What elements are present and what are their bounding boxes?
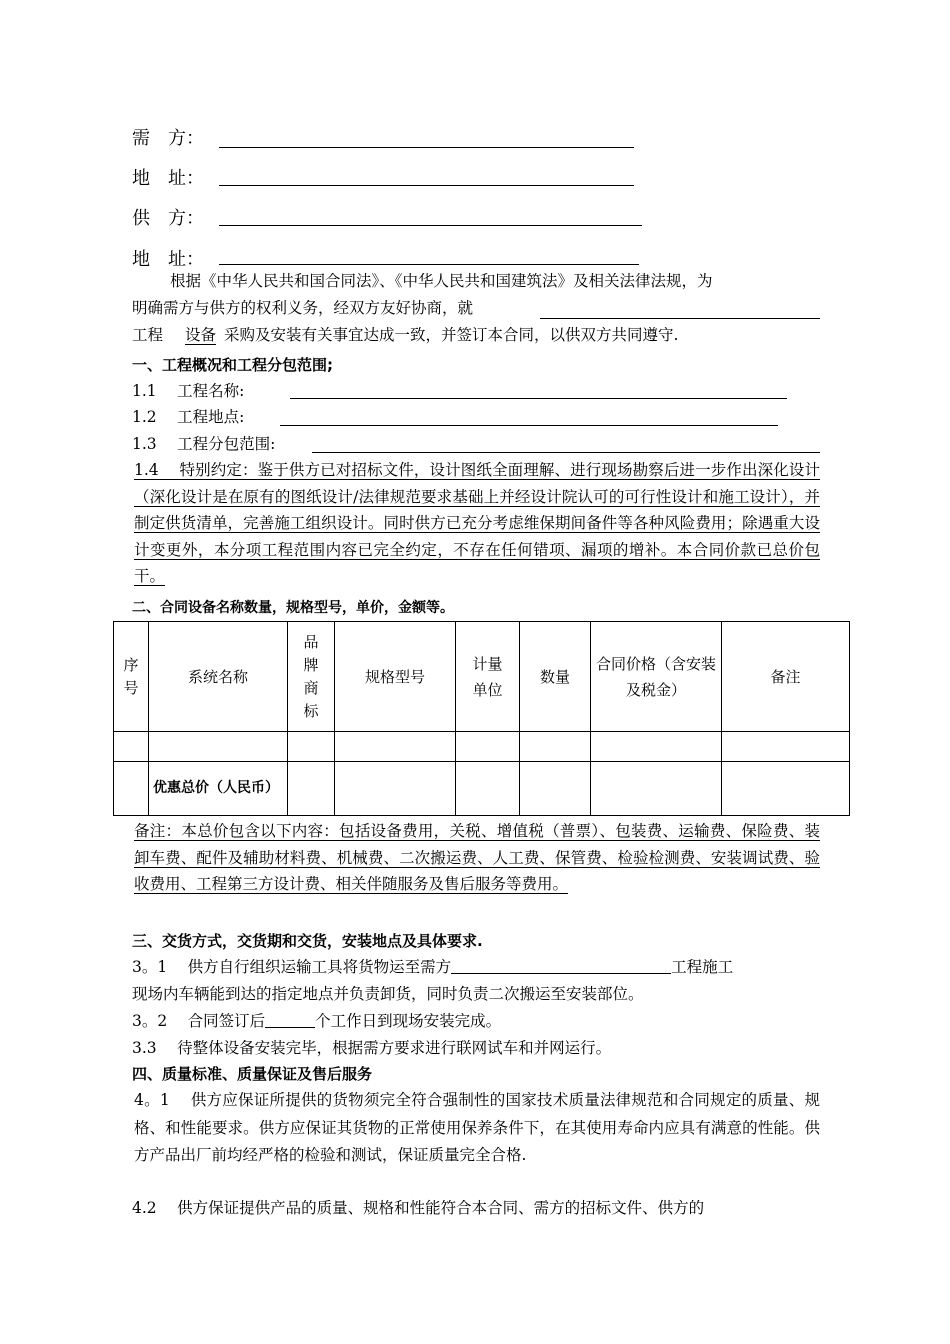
table-cell[interactable]	[722, 762, 850, 816]
project-location-field[interactable]	[280, 425, 778, 426]
table-cell	[114, 762, 149, 816]
item-3-3: 3.3 待整体设备安装完毕，根据需方要求进行联网试车和并网运行。	[132, 1039, 612, 1057]
table-cell[interactable]	[591, 732, 722, 762]
table-cell[interactable]	[520, 762, 591, 816]
section-1-title: 一、工程概况和工程分包范围;	[132, 356, 333, 374]
table-cell[interactable]	[335, 762, 456, 816]
supplier-row	[132, 204, 214, 230]
header-seq: 序号	[114, 622, 149, 732]
header-brand: 品牌商标	[288, 622, 335, 732]
table-cell[interactable]	[520, 732, 591, 762]
section-4-title: 四、质量标准、质量保证及售后服务	[132, 1065, 373, 1083]
item-3-1-b: 工程施工	[671, 958, 734, 976]
header-system-name: 系统名称	[149, 622, 288, 732]
header-remark: 备注	[722, 622, 850, 732]
item-3-2	[132, 1008, 501, 1035]
equipment-table	[113, 621, 850, 816]
intro-line-3	[132, 322, 678, 349]
destination-blank[interactable]	[451, 955, 671, 974]
table-cell[interactable]	[335, 732, 456, 762]
supplier-blank[interactable]	[219, 225, 642, 226]
price-note: 备注：本总价包含以下内容：包括设备费用，关税、增值税（普票）、包装费、运输费、保险费、装卸车费、配件及辅助材料费、机械费、二次搬运费、人工费、保管费、检验检测费、安装调试费、验收费用、工程第三方设计费、相关伴随服务及售后服务等费用。	[134, 822, 820, 893]
item-3-1-a: 3。1 供方自行组织运输工具将货物运至需方	[132, 958, 452, 976]
intro-line-2-text: 明确需方与供方的权利义务，经双方友好协商，就	[132, 299, 474, 317]
subcontract-scope-field[interactable]	[312, 452, 820, 453]
table-cell[interactable]	[288, 762, 335, 816]
table-cell[interactable]	[149, 732, 288, 762]
buyer-address-label: 地 址：	[132, 168, 204, 189]
table-cell[interactable]	[288, 732, 335, 762]
item-3-2-b: 个工作日到现场安装完成。	[315, 1012, 502, 1030]
table-cell[interactable]	[456, 732, 520, 762]
item-4-2: 4.2 供方保证提供产品的质量、规格和性能符合本合同、需方的招标文件、供方的	[132, 1199, 705, 1217]
supplier-label: 供 方：	[132, 208, 204, 229]
buyer-address-blank[interactable]	[219, 185, 634, 186]
item-1-4-text: 鉴于供方已对招标文件，设计图纸全面理解、进行现场勘察后进一步作出深化设计（深化设计是在原有的图纸设计/法律规范要求基础上并经设计院认可的可行性设计和施工设计），并制定供货清单，完善施工组织设计。同时供方已充分考虑维保期间备件等各种风险费用；除遇重大设计变更外，本分项工程范围内容已完全约定，不存在任何错项、漏项的增补。本合同价款已总价包干。	[134, 461, 820, 585]
total-price-cell[interactable]	[591, 762, 722, 816]
header-unit: 计量单位	[456, 622, 520, 732]
intro-line-1: 根据《中华人民共和国合同法》、《中华人民共和国建筑法》及相关法律法规，为	[170, 272, 713, 290]
table-row	[114, 732, 850, 762]
item-3-2-a: 3。2 合同签订后	[132, 1012, 266, 1030]
table-cell[interactable]	[456, 762, 520, 816]
table-cell[interactable]	[114, 732, 149, 762]
section-2-title: 二、合同设备名称数量，规格型号，单价，金额等。	[132, 600, 454, 616]
intro-line-3-suffix: 采购及安装有关事宜达成一致，并签订本合同，以供双方共同遵守.	[224, 326, 679, 344]
header-price: 合同价格（含安装及税金）	[591, 622, 722, 732]
item-1-4-label: 1.4 特别约定：	[134, 461, 258, 479]
section-3-title: 三、交货方式，交货期和交货，安装地点及具体要求.	[132, 932, 483, 950]
workdays-blank[interactable]	[265, 1009, 315, 1028]
total-row	[114, 762, 850, 816]
item-4-1: 4。1 供方应保证所提供的货物须完全符合强制性的国家技术质量法律规范和合同规定的质量、规格、和性能要求。供方应保证其货物的正常使用保养条件下，在其使用寿命内应具有满意的性能。供方产品出厂前均经严格的检验和测试，保证质量完全合格.	[134, 1091, 820, 1164]
header-qty: 数量	[520, 622, 591, 732]
item-1-4	[134, 457, 820, 590]
item-3-1	[132, 954, 733, 981]
supplier-address-blank[interactable]	[219, 264, 639, 265]
table-cell[interactable]	[722, 732, 850, 762]
buyer-row	[132, 124, 214, 150]
buyer-blank[interactable]	[219, 147, 634, 148]
header-spec: 规格型号	[335, 622, 456, 732]
table-header-row	[114, 622, 850, 732]
item-1-1: 1.1 工程名称:	[132, 382, 245, 400]
total-label: 优惠总价（人民币）	[149, 762, 288, 816]
item-1-2: 1.2 工程地点:	[132, 408, 245, 426]
buyer-address-row	[132, 164, 214, 190]
intro-line-3-prefix: 工程	[132, 326, 164, 344]
project-name-blank[interactable]	[540, 318, 820, 319]
intro-line-2	[132, 295, 473, 322]
item-1-3: 1.3 工程分包范围:	[132, 435, 276, 453]
supplier-address-label: 地 址：	[132, 249, 204, 270]
item-3-1-cont: 现场内车辆能到达的指定地点并负责卸货，同时负责二次搬运至安装部位。	[132, 985, 644, 1003]
intro-line-3-underlined: 设备	[185, 326, 217, 344]
buyer-label: 需 方：	[132, 128, 204, 149]
project-name-field[interactable]	[290, 398, 787, 399]
